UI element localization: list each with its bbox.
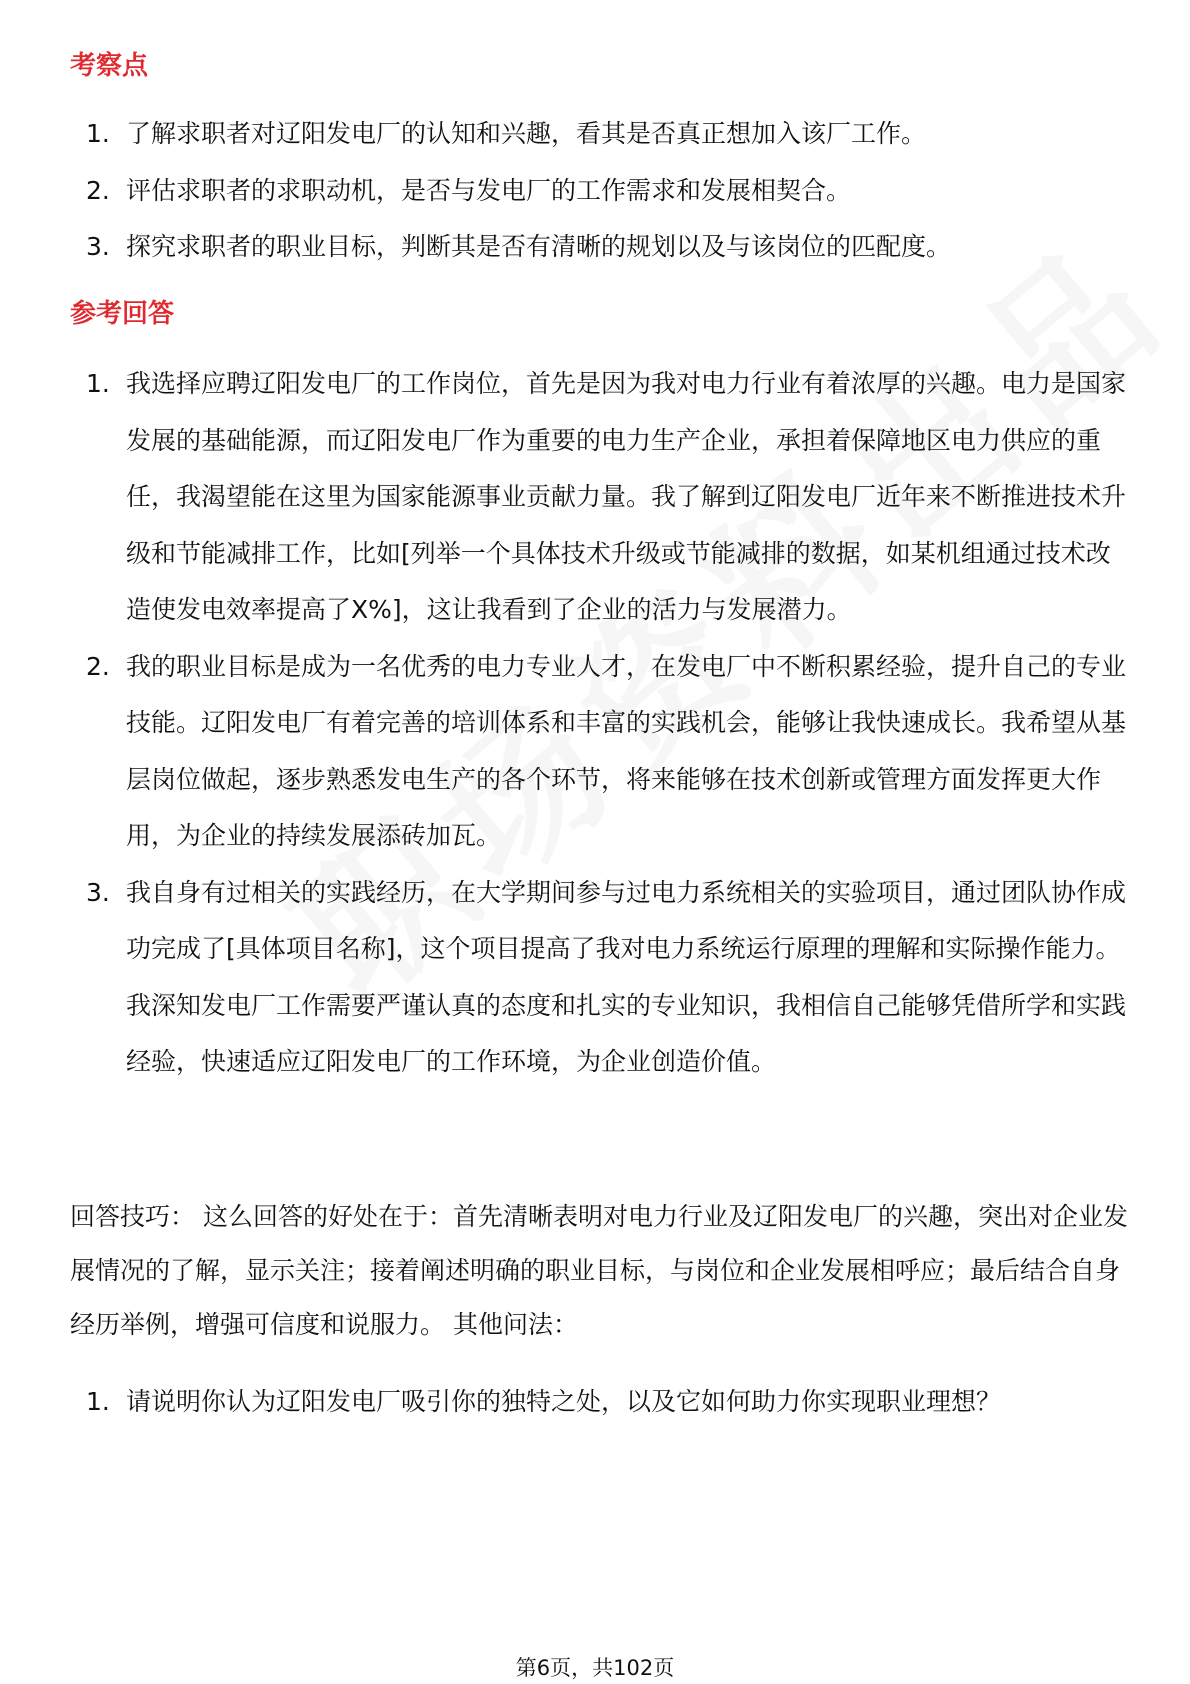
list-item-text: 我自身有过相关的实践经历，在大学期间参与过电力系统相关的实验项目，通过团队协作成功完成了[具体项目名称]，这个项目提高了我对电力系统运行原理的理解和实际操作能力。我深知发电厂工作需要严谨认真的态度和扎实的专业知识，我相信自己能够凭借所学和实践经验，快速适应辽阳发电厂的工作环境，为企业创造价值。	[126, 877, 1127, 1076]
list-item	[70, 865, 1132, 1091]
list-item	[70, 106, 1140, 163]
page-footer: 第6页，共102页	[515, 1656, 675, 1680]
list-item-number: 3.	[86, 232, 110, 261]
list-item-number: 3.	[86, 877, 110, 907]
list-item-number: 2.	[86, 651, 110, 681]
examination-points-list	[70, 106, 1140, 276]
list-item-text: 我的职业目标是成为一名优秀的电力专业人才，在发电厂中不断积累经验，提升自己的专业技能。辽阳发电厂有着完善的培训体系和丰富的实践机会，能够让我快速成长。我希望从基层岗位做起，逐步熟悉发电生产的各个环节，将来能够在技术创新或管理方面发挥更大作用，为企业的持续发展添砖加瓦。	[126, 651, 1127, 850]
list-item-text: 我选择应聘辽阳发电厂的工作岗位，首先是因为我对电力行业有着浓厚的兴趣。电力是国家发展的基础能源，而辽阳发电厂作为重要的电力生产企业，承担着保障地区电力供应的重任，我渴望能在这里为国家能源事业贡献力量。我了解到辽阳发电厂近年来不断推进技术升级和节能减排工作，比如[列举一个具体技术升级或节能减排的数据，如某机组通过技术改造使发电效率提高了X%]，这让我看到了企业的活力与发展潜力。	[126, 369, 1127, 624]
list-item	[70, 163, 1140, 220]
list-item-number: 2.	[86, 175, 110, 205]
list-item-text: 请说明你认为辽阳发电厂吸引你的独特之处，以及它如何助力你实现职业理想？	[126, 1387, 1002, 1416]
list-item-number: 1.	[86, 369, 110, 398]
list-item-number: 1.	[86, 1387, 110, 1416]
section-title-reference-answer: 参考回答	[70, 299, 175, 329]
section-title-examination-points: 考察点	[70, 51, 149, 81]
list-item	[70, 1374, 1140, 1431]
list-item-number: 1.	[86, 119, 110, 148]
list-item-text: 了解求职者对辽阳发电厂的认知和兴趣，看其是否真正想加入该厂工作。	[126, 119, 927, 148]
reference-answer-list	[70, 356, 1132, 1091]
list-item	[70, 639, 1132, 865]
answer-tips-paragraph: 回答技巧： 这么回答的好处在于：首先清晰表明对电力行业及辽阳发电厂的兴趣，突出对企业发展情况的了解，显示关注；接着阐述明确的职业目标，与岗位和企业发展相呼应；最后结合自身经历举例，增强可信度和说服力。 其他问法：	[70, 1202, 1128, 1339]
list-item-text: 探究求职者的职业目标，判断其是否有清晰的规划以及与该岗位的匹配度。	[126, 232, 952, 261]
list-item	[70, 356, 1132, 639]
list-item-text: 评估求职者的求职动机，是否与发电厂的工作需求和发展相契合。	[126, 175, 852, 205]
list-item	[70, 219, 1140, 276]
other-questions-list	[70, 1374, 1140, 1431]
